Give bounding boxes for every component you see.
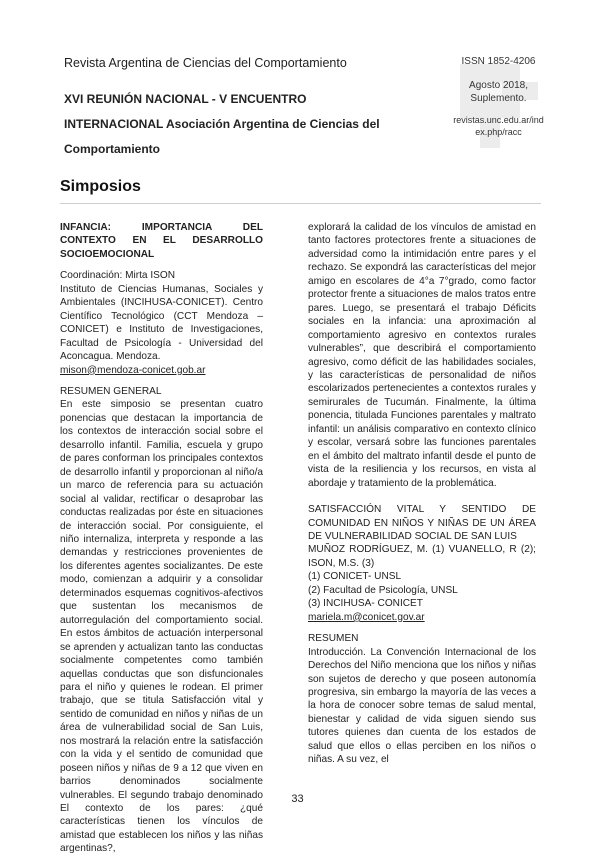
issue-date-line1: Agosto 2018, — [469, 80, 528, 91]
summary-continuation: explorará la calidad de los vínculos de amistad en tanto factores protectores frente a situaciones de adversidad como la intimidación entre pares y el rechazo. Se expondrá las características del mejor amigo en escolares de 4°a 7°grado, como factor protector frente a situaciones de malos tratos entre pares. Luego, se presentará el trabajo Déficits sociales en la infancia: una aproximación al comportamiento agresivo en contextos rurales vulnerables”, que describirá el comportamiento agresivo, como déficit de las habilidades sociales, y las características de personalidad de niños escolarizados pertenecientes a contextos rurales y semirurales de Tucumán. Finalmente, la última ponencia, titulada Funciones parentales y maltrato infantil: un análisis comparativo en contexto clínico y escolar, versará sobre las funciones parentales en el ámbito del maltrato infantil desde el punto de vista de la resiliencia y los recursos, en vista al abordaje y tratamiento de la problemática. — [308, 222, 536, 489]
left-column — [60, 221, 263, 856]
issue-date — [446, 79, 551, 105]
issn: ISSN 1852-4206 — [461, 56, 536, 67]
journal-url — [446, 114, 551, 138]
meeting-title-line2: INTERNACIONAL Asociación Argentina de Ciencias del — [64, 117, 380, 131]
issue-info — [446, 56, 551, 138]
affiliation-3: (3) INCIHUSA- CONICET — [308, 598, 423, 610]
author-email-link[interactable]: mariela.m@conicet.gov.ar — [308, 611, 425, 623]
symposium-title: INFANCIA: IMPORTANCIA DEL CONTEXTO EN EL DESARROLLO SOCIOEMOCIONAL — [60, 222, 263, 260]
section-divider — [60, 203, 541, 204]
summary-text: En este simposio se presentan cuatro ponencias que destacan la importancia de los contextos de interacción social sobre el desarrollo infantil. Familia, escuela y grupo de pares conforman los principales contextos de desarrollo infantil y proporcionan al niño/a un marco de referencia para su actuación social al validar, rectificar o desaprobar las conductas realizadas por éste en situaciones de interacción social. Por consiguiente, el niño internaliza, interpreta y responde a las demandas y restricciones provenientes de los diferentes agentes socializantes. De este modo, comienzan a adquirir y a consolidar determinados esquemas cognitivos-afectivos que sustentan los mecanismos de autorregulación del comportamiento social. En estos ámbitos de actuación interpersonal se aprenden y actualizan tanto las conductas socialmente competentes como también aquellas conductas que son disfuncionales para el niño y quienes le rodean. El primer trabajo, que se titula Satisfacción vital y sentido de comunidad en niños y niñas de un área de vulnerabilidad social de San Luis, nos mostrará la relación entre la satisfacción con la vida y el sentido de comunidad que poseen niños y niñas de 9 a 12 que viven en barrios denominados socialmente vulnerables. El segundo trabajo denominado El contexto de los pares: ¿qué características tienen los vínculos de amistad que establecen los niños y las niñas argentinas?, — [60, 399, 263, 855]
right-column — [308, 221, 536, 767]
summary-heading: RESUMEN GENERAL — [60, 385, 162, 397]
paper-authors: MUÑOZ RODRÍGUEZ, M. (1) VUANELLO, R (2); ISON, M.S. (3) — [308, 544, 536, 569]
journal-url-line2: ex.php/racc — [475, 127, 522, 137]
affiliation-1: (1) CONICET- UNSL — [308, 571, 402, 583]
section-title: Simposios — [60, 178, 141, 195]
coordination: Coordinación: Mirta ISON — [60, 270, 175, 282]
meeting-title-line3: Comportamiento — [64, 142, 160, 156]
issue-date-line2: Suplemento. — [470, 93, 527, 104]
paper-summary-text: Introducción. La Convención Internacional de los Derechos del Niño menciona que los niños y niñas son sujetos de derecho y que poseen autonomía progresiva, sin embargo la mayoría de las veces a la hora de conocer sobre temas de salud mental, bienestar y calidad de vida siguen siendo sus tutores quienes dan cuenta de los estados de salud que ellos o ellas perciben en los niños o niñas. A su vez, el — [308, 646, 536, 766]
affiliation-2: (2) Facultad de Psicología, UNSL — [308, 584, 458, 596]
page-number: 33 — [291, 793, 304, 805]
affiliation: Instituto de Ciencias Humanas, Sociales y Ambientales (INCIHUSA-CONICET). Centro Científico Tecnológico (CCT Mendoza – CONICET) e Instituto de Investigaciones, Facultad de Psicología - Universidad del Aconcagua. Mendoza. — [60, 283, 263, 363]
meeting-title-line1: XVI REUNIÓN NACIONAL - V ENCUENTRO — [64, 92, 307, 106]
journal-url-line1: revistas.unc.edu.ar/ind — [453, 115, 544, 125]
journal-header — [64, 56, 409, 162]
paper-title: SATISFACCIÓN VITAL Y SENTIDO DE COMUNIDAD EN NIÑOS Y NIÑAS DE UN ÁREA DE VULNERABILIDAD SOCIAL DE SAN LUIS — [308, 504, 536, 542]
coordinator-email-link[interactable]: mison@mendoza-conicet.gob.ar — [60, 364, 206, 376]
journal-title: Revista Argentina de Ciencias del Comportamiento — [64, 56, 347, 70]
paper-summary-heading: RESUMEN — [308, 633, 359, 645]
